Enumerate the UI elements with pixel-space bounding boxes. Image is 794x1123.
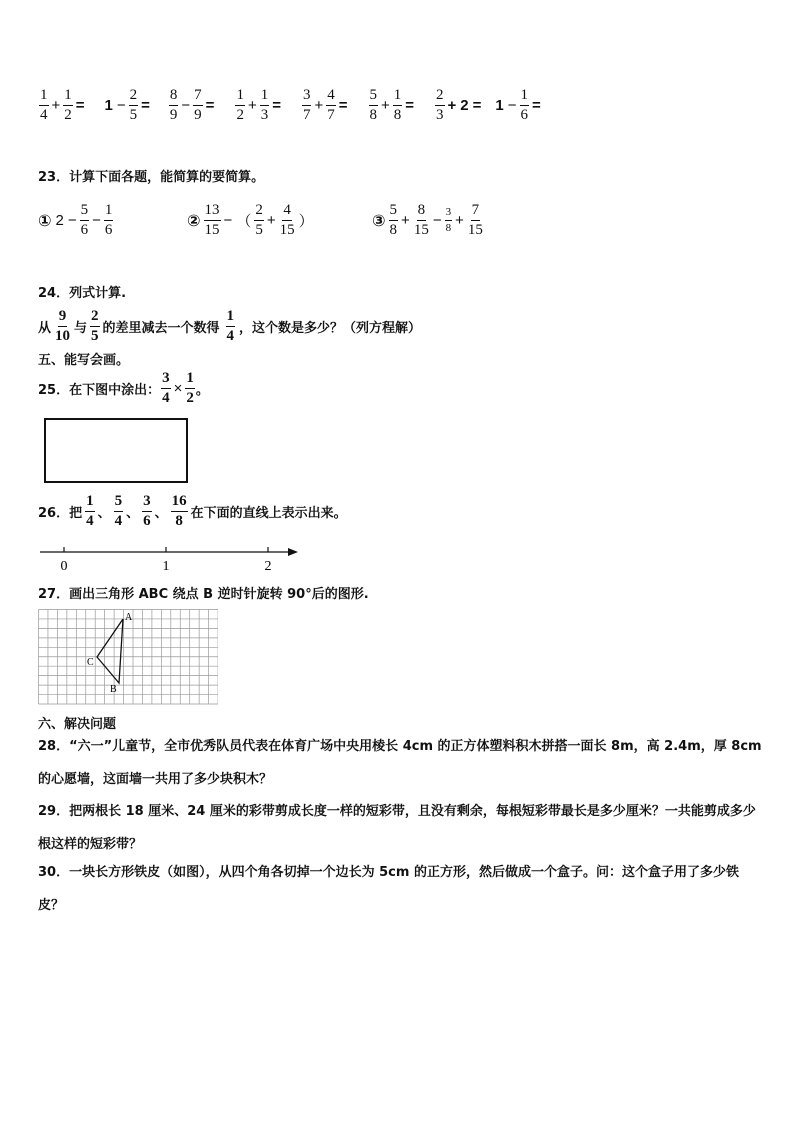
number-line-arrow (288, 548, 298, 556)
fraction: $\frac{1}{2}$ (236, 87, 244, 123)
tick-label: 0 (60, 559, 68, 574)
q23-title: 23．计算下面各题，能简算的要简算。 (38, 170, 265, 185)
q27-title: 27．画出三角形 ABC 绕点 B 逆时针旋转 90°后的图形. (38, 587, 369, 602)
fraction: $\frac{1}{8}$ (393, 87, 402, 123)
fraction: $\frac{3}{6}$ (143, 493, 151, 529)
fraction: $\frac{3}{4}$ (162, 370, 170, 406)
calc-item: 1 − $\frac{2}{5}$ = (104, 87, 150, 123)
calc-item: $\frac{2}{3}$ + 2 = (436, 87, 482, 123)
tick-label: 2 (264, 559, 272, 574)
fraction: $\frac{9}{10}$ (55, 308, 71, 344)
fraction: $\frac{1}{3}$ (260, 87, 269, 123)
grid (39, 610, 219, 705)
number-line[interactable] (36, 540, 306, 574)
q24-body: 从 $\frac{9}{10}$ 与 $\frac{2}{5}$ 的差里减去一个数得 $\frac{1}{4}$ ，这个数是多少？（列方程解） (38, 308, 422, 344)
q25-title: 25．在下图中涂出： $\frac{3}{4}$ × $\frac{1}{2}$ 。 (38, 370, 209, 406)
calc-item: $\frac{1}{4}$ + $\frac{1}{2}$ = (40, 87, 85, 123)
fraction: $\frac{1}{4}$ (226, 308, 235, 344)
fraction: $\frac{2}{5}$ (91, 308, 99, 344)
q30-text: 30．一块长方形铁皮（如图），从四个角各切掉一个边长为 5cm 的正方形，然后做成一个盒子。问：这个盒子用了多少铁皮？ (38, 865, 739, 913)
fraction: $\frac{5}{4}$ (114, 493, 123, 529)
fraction: $\frac{1}{6}$ (520, 87, 529, 123)
section-5-heading: 五、能写会画。 (38, 353, 130, 368)
q24-title: 24．列式计算. (38, 286, 127, 301)
q23-part3: ③ $\frac{5}{8}$ + $\frac{8}{15}$ − $\frac{3}{8}$ + $\frac{7}{15}$ (372, 202, 483, 238)
fraction: $\frac{5}{8}$ (369, 87, 377, 123)
fraction: $\frac{4}{7}$ (327, 87, 335, 123)
section-6-heading: 六、解决问题 (38, 717, 117, 732)
calc-item: $\frac{3}{7}$ + $\frac{4}{7}$ = (302, 87, 348, 123)
q26-title: 26．把 $\frac{1}{4}$ 、 $\frac{5}{4}$ 、 $\frac{3}{6}$ 、 $\frac{16}{8}$ 在下面的直线上表示出来。 (38, 493, 347, 529)
vertex-b-label: B (110, 684, 117, 695)
fraction: $\frac{16}{8}$ (171, 493, 187, 529)
calc-item: $\frac{5}{8}$ + $\frac{1}{8}$ = (369, 87, 415, 123)
fraction: $\frac{8}{9}$ (169, 87, 178, 123)
fraction: $\frac{1}{2}$ (186, 370, 194, 406)
fraction: $\frac{2}{3}$ (436, 87, 444, 123)
vertex-c-label: C (87, 657, 94, 668)
fraction: $\frac{2}{5}$ (129, 87, 138, 123)
fraction: $\frac{1}{6}$ (104, 202, 113, 238)
rotation-grid[interactable] (38, 609, 218, 705)
fraction: $\frac{4}{15}$ (279, 202, 295, 238)
q28-text: 28．“六一”儿童节，全市优秀队员代表在体育广场中央用棱长 4cm 的正方体塑料积木拼搭一面长 8m，高 2.4m，厚 8cm 的心愿墙，这面墙一共用了多少块积木？ (38, 739, 762, 787)
q29-text: 29．把两根长 18 厘米、24 厘米的彩带剪成长度一样的短彩带，且没有剩余，每根短彩带最长是多少厘米？一共能剪成多少根这样的短彩带？ (38, 804, 756, 852)
calc-item: $\frac{8}{9}$ − $\frac{7}{9}$ = (169, 87, 215, 123)
fraction: $\frac{1}{2}$ (64, 87, 72, 123)
shading-rectangle[interactable] (44, 418, 188, 483)
fraction: $\frac{7}{15}$ (467, 202, 483, 238)
fraction: $\frac{3}{7}$ (302, 87, 311, 123)
vertex-a-label: A (125, 612, 133, 623)
fraction: $\frac{2}{5}$ (255, 202, 263, 238)
fraction: $\frac{7}{9}$ (194, 87, 202, 123)
fraction: $\frac{1}{4}$ (40, 87, 48, 123)
q23-part2: ② $\frac{13}{15}$ − （ $\frac{2}{5}$ + $\frac{4}{15}$ ） (187, 202, 314, 238)
fraction: $\frac{8}{15}$ (413, 202, 429, 238)
calc-item: 1 − $\frac{1}{6}$ = (495, 87, 541, 123)
top-calc-row (38, 88, 543, 123)
fraction: $\frac{1}{4}$ (86, 493, 94, 529)
fraction: $\frac{5}{6}$ (80, 202, 89, 238)
fraction: $\frac{13}{15}$ (204, 202, 220, 238)
fraction: $\frac{5}{8}$ (389, 202, 398, 238)
tick-label: 1 (162, 559, 170, 574)
q23-part1: ① 2 − $\frac{5}{6}$ − $\frac{1}{6}$ (38, 202, 113, 238)
fraction: $\frac{3}{8}$ (445, 206, 452, 234)
calc-item: $\frac{1}{2}$ + $\frac{1}{3}$ = (236, 87, 281, 123)
